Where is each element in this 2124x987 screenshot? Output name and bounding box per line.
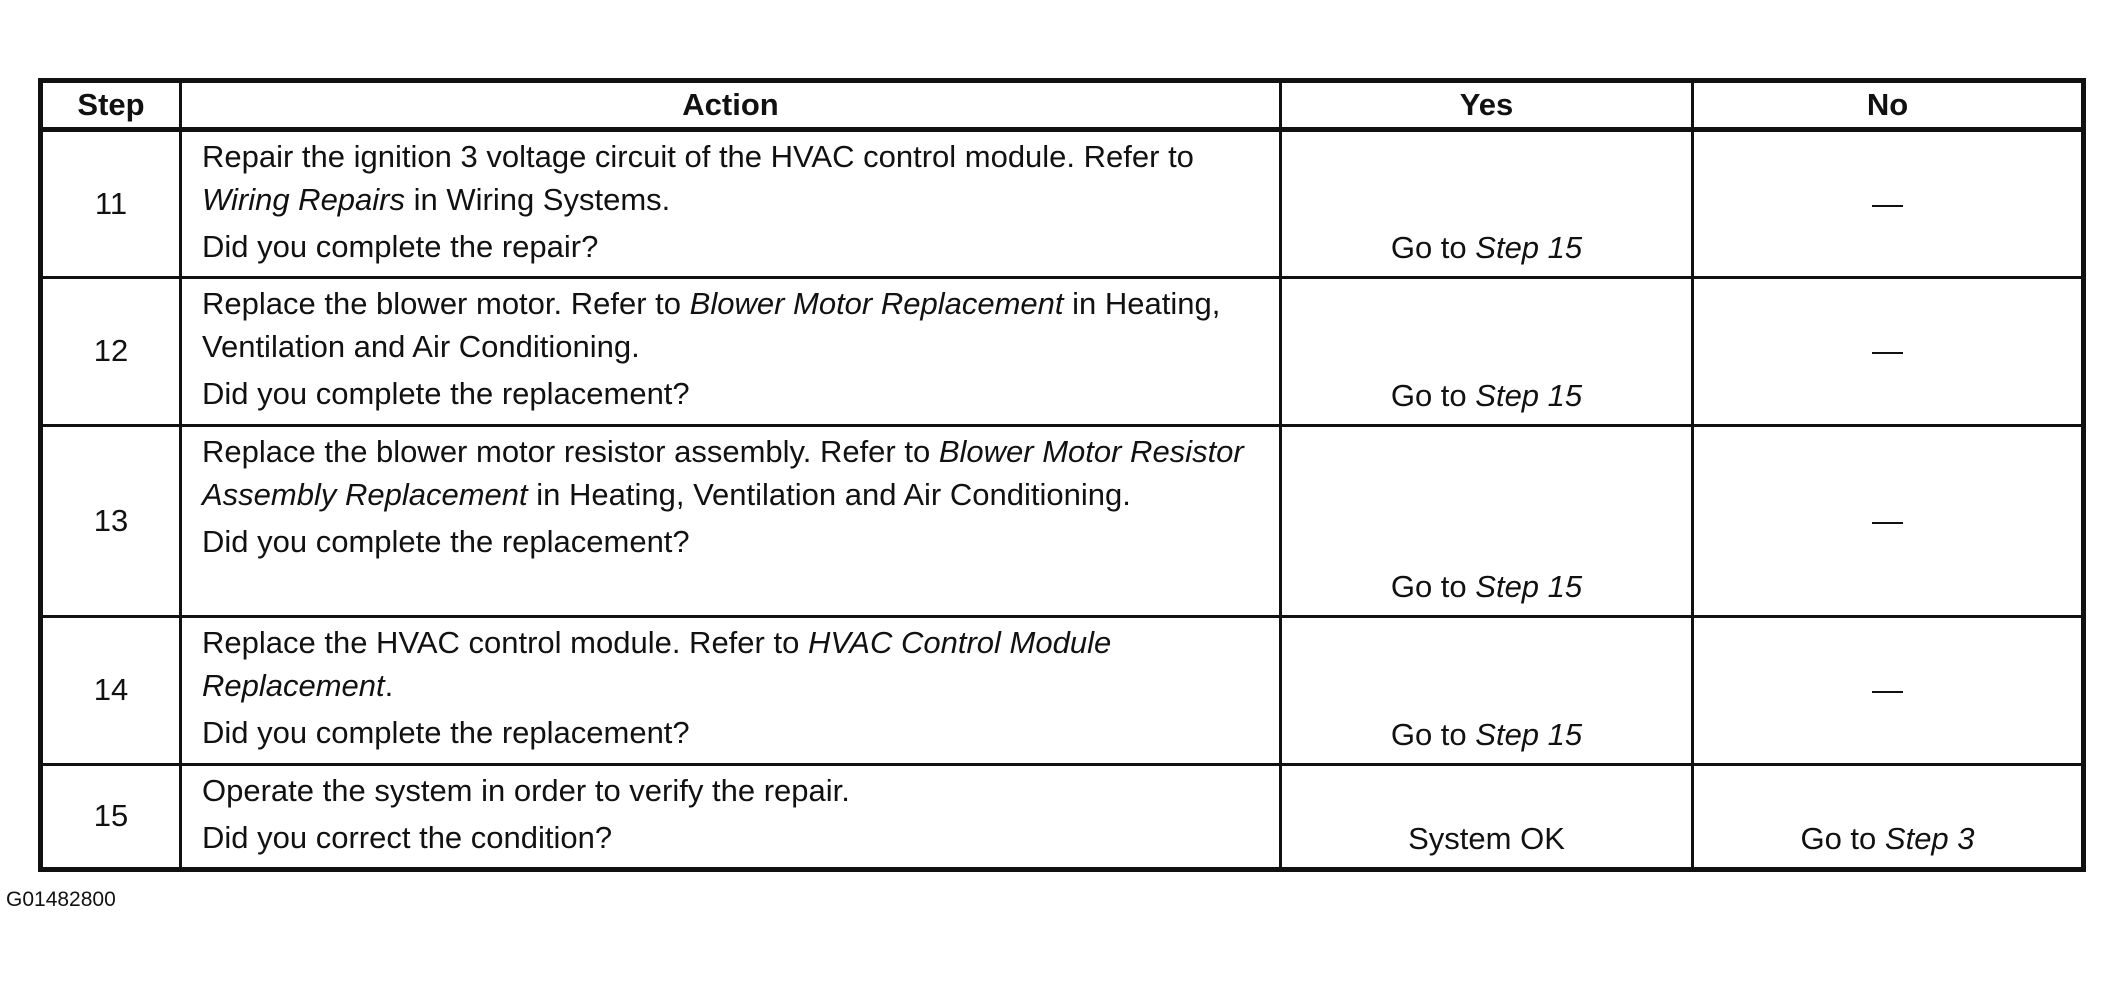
- action-reference: Wiring Repairs: [202, 181, 405, 217]
- action-reference: Blower Motor Resistor Assembly Replacement: [202, 434, 1244, 512]
- table-row: [41, 765, 2084, 870]
- no-cell: [1693, 278, 2084, 426]
- diagnostic-table: [38, 78, 2086, 872]
- action-text: in Wiring Systems.: [405, 181, 671, 217]
- action-instruction: [202, 770, 1265, 813]
- header-yes: Yes: [1281, 81, 1693, 130]
- step-number: 11: [41, 130, 181, 278]
- yes-text: Go to: [1390, 717, 1476, 753]
- yes-step-link[interactable]: Step 15: [1475, 717, 1583, 753]
- action-instruction: [202, 136, 1265, 222]
- yes-step-link[interactable]: Step 15: [1475, 378, 1583, 414]
- action-text: Repair the ignition 3 voltage circuit of the HVAC control module. Refer to: [202, 139, 1194, 174]
- table-row: [41, 278, 2084, 426]
- no-cell: [1693, 765, 2084, 870]
- yes-step-link[interactable]: Step 15: [1475, 230, 1583, 266]
- step-number: 12: [41, 278, 181, 426]
- action-text: .: [384, 667, 394, 703]
- yes-text: Go to: [1390, 569, 1476, 605]
- no-dash: —: [1872, 333, 1903, 369]
- action-question: Did you correct the condition?: [202, 819, 613, 855]
- action-question: Did you complete the replacement?: [202, 714, 690, 750]
- action-text: in Heating, Ventilation and Air Conditioning.: [202, 286, 1221, 364]
- action-text: Replace the blower motor. Refer to: [202, 286, 690, 321]
- action-reference: Blower Motor Replacement: [689, 286, 1064, 321]
- no-dash: —: [1872, 185, 1903, 221]
- table-header: [41, 81, 2084, 130]
- no-dash: —: [1872, 672, 1903, 708]
- yes-text: Go to: [1390, 378, 1476, 414]
- yes-cell: [1281, 426, 1693, 617]
- yes-text: Go to: [1390, 230, 1476, 266]
- no-step-link[interactable]: Step 3: [1884, 821, 1975, 857]
- action-instruction: [202, 622, 1265, 708]
- header-step: Step: [41, 81, 181, 130]
- step-number: 14: [41, 617, 181, 765]
- table-row: [41, 617, 2084, 765]
- action-cell: [181, 765, 1281, 870]
- step-number: 13: [41, 426, 181, 617]
- no-dash: —: [1872, 502, 1903, 538]
- header-action: Action: [181, 81, 1281, 130]
- action-question: Did you complete the replacement?: [202, 523, 690, 559]
- action-text: Operate the system in order to verify the repair.: [202, 773, 850, 808]
- action-instruction: [202, 283, 1265, 369]
- action-text: Replace the HVAC control module. Refer to: [202, 625, 808, 660]
- action-question: Did you complete the repair?: [202, 228, 599, 264]
- yes-step-link[interactable]: Step 15: [1475, 569, 1583, 605]
- no-cell: [1693, 130, 2084, 278]
- no-cell: [1693, 617, 2084, 765]
- yes-text: System OK: [1408, 821, 1565, 857]
- action-reference: HVAC Control Module Replacement: [202, 625, 1112, 703]
- action-text: in Heating, Ventilation and Air Conditioning.: [527, 476, 1131, 512]
- step-number: 15: [41, 765, 181, 870]
- header-no: No: [1693, 81, 2084, 130]
- yes-cell: [1281, 765, 1693, 870]
- no-cell: [1693, 426, 2084, 617]
- table-body: [41, 130, 2084, 870]
- action-cell: [181, 278, 1281, 426]
- table-row: [41, 426, 2084, 617]
- action-text: Replace the blower motor resistor assembly. Refer to: [202, 434, 939, 469]
- header-row: [41, 81, 2084, 130]
- action-cell: [181, 617, 1281, 765]
- no-text: Go to: [1800, 821, 1885, 857]
- yes-cell: [1281, 130, 1693, 278]
- action-question: Did you complete the replacement?: [202, 375, 690, 411]
- action-instruction: [202, 431, 1265, 517]
- table-row: [41, 130, 2084, 278]
- yes-cell: [1281, 617, 1693, 765]
- yes-cell: [1281, 278, 1693, 426]
- action-cell: [181, 426, 1281, 617]
- figure-id: G01482800: [6, 888, 116, 911]
- action-cell: [181, 130, 1281, 278]
